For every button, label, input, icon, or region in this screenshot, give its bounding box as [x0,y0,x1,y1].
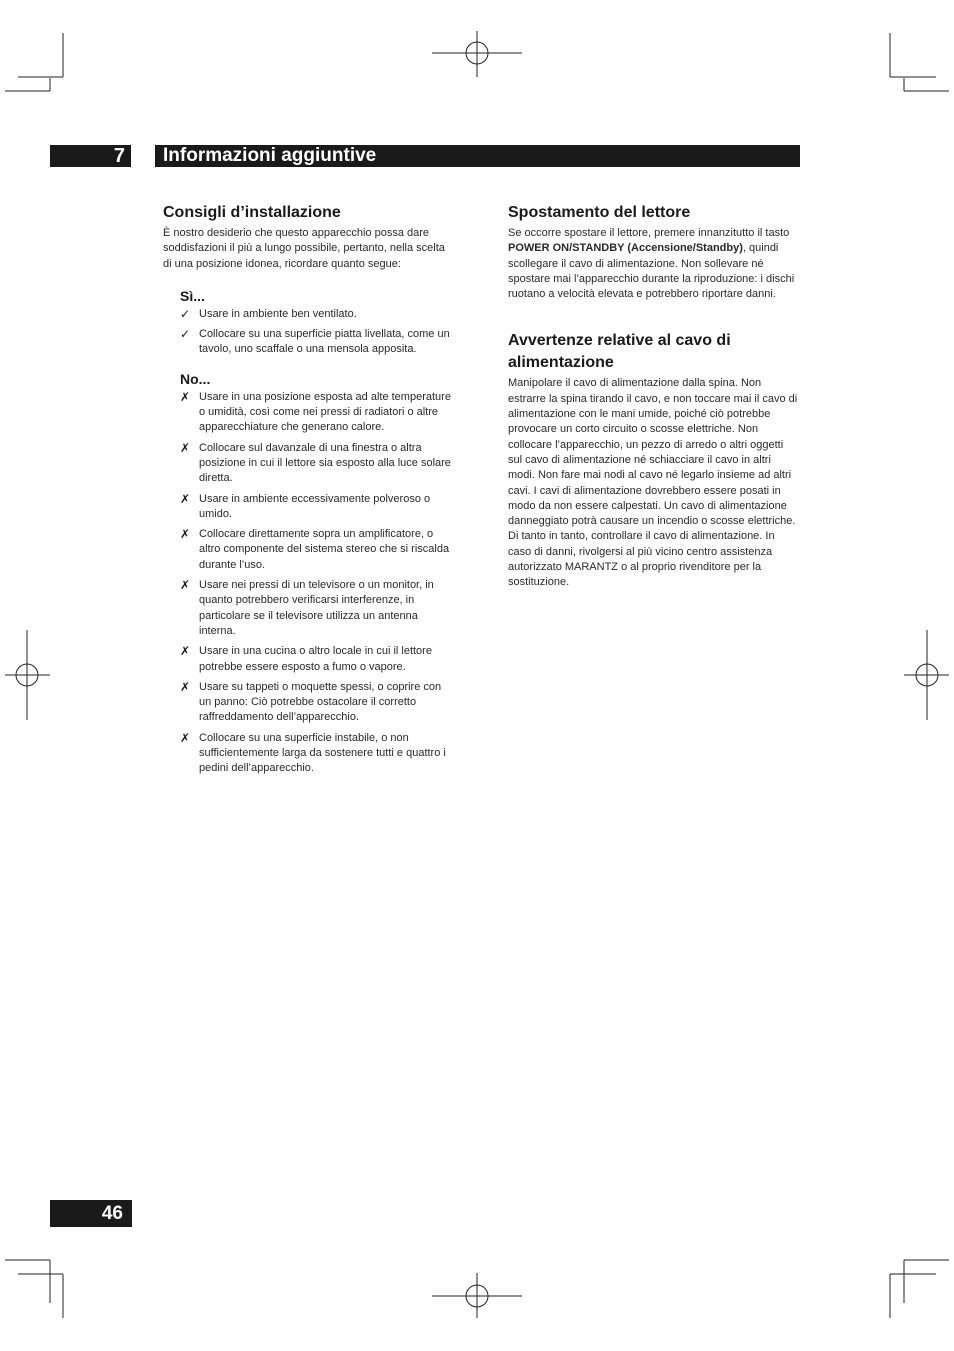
no-list [180,390,456,777]
cross-icon: ✗ [180,730,191,745]
cable-text: Manipolare il cavo di alimentazione dalla spina. Non estrarre la spina tirando il cavo, e non toccare mai il cavo di alimentazione con le mani umide, poiché ciò potrebbe provocare un corto circuito o scosse elettriche. Non collocare l’apparecchio, un pezzo di arredo o altri oggetti sul cavo di alimentazione né schiacciare il cavo in altri modi. Non fare mai nodi al cavo né legarlo insieme ad altri cavi. I cavi di alimentazione dovrebbero essere posati in modo da non essere calpestati. Un cavo di alimentazione danneggiato potrà causare un incendio o scosse elettriche. Di tanto in tanto, controllare il cavo di alimentazione. In caso di danni, rivolgersi al più vicino centro assistenza autorizzato MARANTZ o al proprio rivenditore per la sostituzione. [508,377,798,589]
installation-title: Consigli d’installazione [163,204,341,221]
cross-icon: ✗ [180,679,191,694]
list-item: ✗ Usare nei pressi di un televisore o un monitor, in quanto potrebbero verificarsi interferenze, in particolare se il televisore utilizza un antenna interna. [180,578,434,637]
cross-icon: ✗ [180,389,191,404]
cross-icon: ✗ [180,491,191,506]
page-number: 46 [50,1200,132,1227]
cable-title: Avvertenze relative al cavo di alimentazione [508,332,731,372]
power-standby-button-label: POWER ON/STANDBY (Accensione/Standby) [508,242,743,255]
list-item: ✗ Collocare direttamente sopra un amplificatore, o altro componente del sistema stereo che si riscalda durante l’uso. [180,527,450,571]
list-item: ✗ Usare in una posizione esposta ad alte temperature o umidità, così come nei pressi di radiatori o altre apparecchiature che generano calore. [180,389,451,434]
list-item: ✗ Usare su tappeti o moquette spessi, o coprire con un panno: Ciò potrebbe ostacolare il corretto raffreddamento dell’apparecchio. [180,679,442,724]
list-item: ✗ Collocare sul davanzale di una finestra o altra posizione in cui il lettore sia esposto alla luce solare diretta. [180,440,451,485]
yes-heading: Sì... [180,287,205,304]
cross-icon: ✗ [180,527,191,542]
chapter-title: Informazioni aggiuntive [155,145,800,167]
installation-intro: È nostro desiderio che questo apparecchio possa dare soddisfazioni il più a lungo possibile, pertanto, nella scelta di una posizione idonea, ricordare quanto segue: [163,227,445,270]
no-heading: No... [180,370,211,387]
list-item: ✓ Usare in ambiente ben ventilato. [180,306,357,321]
chapter-number: 7 [50,145,131,167]
list-item: ✗ Collocare su una superficie instabile, o non sufficientemente larga da sostenere tutti e quattro i pedini dell’apparecchio. [180,730,446,775]
cross-icon: ✗ [180,440,191,455]
check-icon: ✓ [180,306,191,321]
right-column [508,202,800,591]
yes-list [180,307,456,358]
installation-section [163,202,456,782]
moving-title: Spostamento del lettore [508,204,691,221]
cross-icon: ✗ [180,644,191,659]
list-item: ✗ Usare in una cucina o altro locale in cui il lettore potrebbe essere esposto a fumo o vapore. [180,644,432,673]
list-item: ✓ Collocare su una superficie piatta livellata, come un tavolo, uno scaffale o una mensola apposita. [180,327,450,356]
moving-text: Se occorre spostare il lettore, premere innanzitutto il tasto POWER ON/STANDBY (Accensione/Standby), quindi scollegare il cavo di alimentazione. Non sollevare né spostare mai l’apparecchio durante la riproduzione: i dischi ruotano a velocità elevata e potrebbero riportare danni. [508,227,795,301]
check-icon: ✓ [180,327,191,342]
list-item: ✗ Usare in ambiente eccessivamente polveroso o umido. [180,491,431,520]
cross-icon: ✗ [180,578,191,593]
